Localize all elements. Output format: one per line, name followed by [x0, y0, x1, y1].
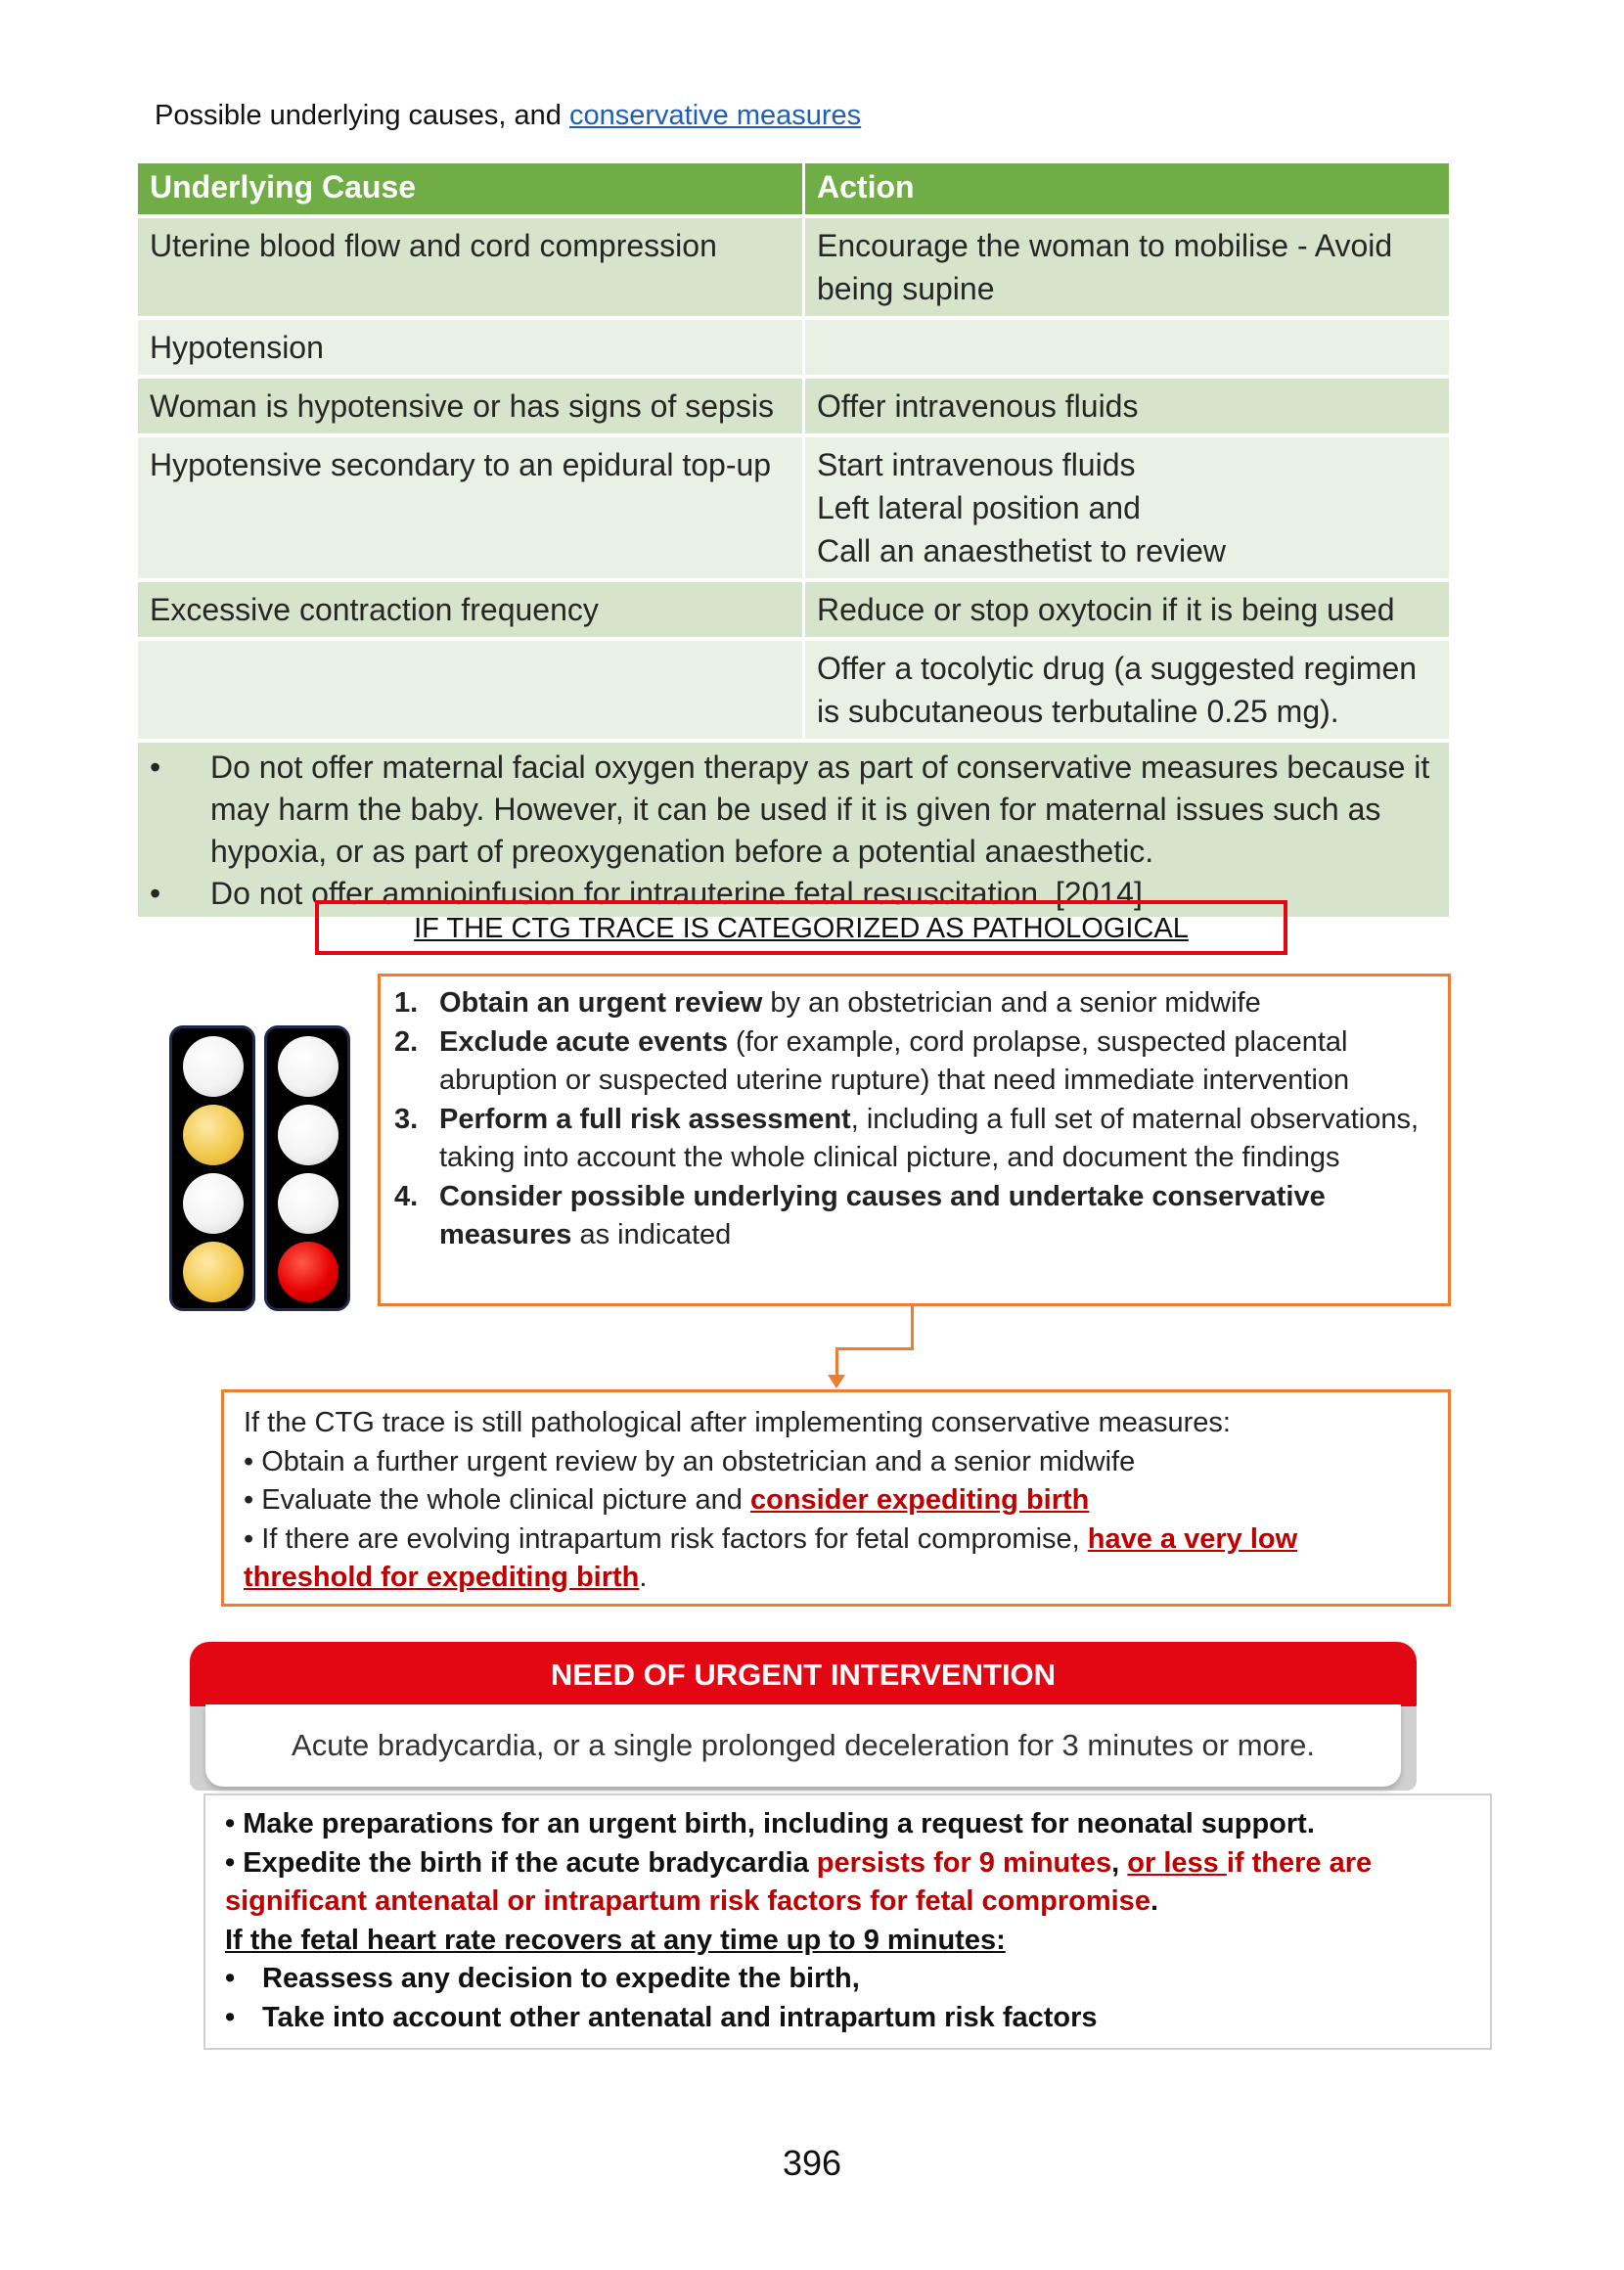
action-cell: Offer intravenous fluids	[805, 379, 1449, 433]
urgent-recovery-heading: If the fetal heart rate recovers at any time up to 9 minutes:	[225, 1924, 1006, 1956]
still-bullet: • Obtain a further urgent review by an obstetrician and a senior midwife	[244, 1445, 1136, 1477]
step-item: 1. Obtain an urgent review by an obstetrician and a senior midwife	[394, 987, 1261, 1019]
amber-light-icon	[183, 1105, 244, 1165]
note-item: • Do not offer maternal facial oxygen therapy as part of conservative measures because it may harm the baby. However, it can be used if it is given for maternal issues such as hypoxia, or as part of preoxygenation before a potential anaesthetic.	[150, 747, 1437, 873]
note-item: • Do not offer amnioinfusion for intrauterine fetal resuscitation. [2014]	[150, 873, 1437, 915]
white-light-icon	[183, 1173, 244, 1234]
steps-list	[394, 984, 1434, 1255]
table-row	[138, 379, 1449, 433]
urgent-bullet: • Reassess any decision to expedite the birth,	[225, 1960, 1470, 1999]
cause-cell: Uterine blood flow and cord compression	[138, 218, 802, 316]
white-light-icon	[278, 1105, 338, 1165]
step-item: 4. Consider possible underlying causes and undertake conservative measures as indicated	[394, 1180, 1326, 1250]
action-cell: Reduce or stop oxytocin if it is being used	[805, 582, 1449, 637]
table-row	[138, 641, 1449, 739]
step-item: 2. Exclude acute events (for example, cord prolapse, suspected placental abruption or suspected uterine rupture) that need immediate intervention	[394, 1025, 1350, 1096]
white-light-icon	[183, 1036, 244, 1097]
action-cell: Offer a tocolytic drug (a suggested regimen is subcutaneous terbutaline 0.25 mg).	[805, 641, 1449, 739]
intro-line	[155, 100, 861, 132]
notes-row	[138, 743, 1449, 917]
arrow-down-icon	[828, 1375, 845, 1388]
low-threshold-link[interactable]: have a very low threshold for expediting birth	[244, 1522, 1298, 1593]
white-light-icon	[278, 1036, 338, 1097]
still-intro: If the CTG trace is still pathological after implementing conservative measures:	[244, 1407, 1231, 1438]
causes-table	[135, 159, 1452, 921]
cause-cell: Excessive contraction frequency	[138, 582, 802, 637]
header-underlying-cause: Underlying Cause	[138, 163, 802, 214]
notes-cell	[138, 743, 1449, 917]
table-row	[138, 582, 1449, 637]
step-item: 3. Perform a full risk assessment, including a full set of maternal observations, taking into account the whole clinical picture, and document the findings	[394, 1103, 1420, 1173]
connector-line	[911, 1306, 914, 1350]
header-action: Action	[805, 163, 1449, 214]
page-number: 396	[782, 2143, 842, 2183]
action-cell: Encourage the woman to mobilise - Avoid being supine	[805, 218, 1449, 316]
still-bullet: • If there are evolving intrapartum risk factors for fetal compromise, have a very low threshold for expediting birth.	[244, 1522, 1298, 1593]
urgent-subtitle: Acute bradycardia, or a single prolonged deceleration for 3 minutes or more.	[205, 1704, 1401, 1787]
table-header-row	[138, 163, 1449, 214]
still-bullet: • Evaluate the whole clinical picture and consider expediting birth	[244, 1484, 1090, 1516]
urgent-line: • Make preparations for an urgent birth, including a request for neonatal support.	[225, 1808, 1315, 1839]
traffic-light-left	[169, 1025, 255, 1311]
cause-cell: Hypotension	[138, 320, 802, 375]
urgent-body-box	[203, 1793, 1492, 2050]
red-light-icon	[278, 1242, 338, 1302]
white-light-icon	[278, 1173, 338, 1234]
intro-text: Possible underlying causes, and	[155, 100, 569, 131]
cause-cell: Hypotensive secondary to an epidural top-up	[138, 437, 802, 578]
urgent-banner: NEED OF URGENT INTERVENTION	[190, 1642, 1417, 1708]
table-row	[138, 437, 1449, 578]
urgent-line: • Expedite the birth if the acute bradycardia persists for 9 minutes, or less if there are significant antenatal or intrapartum risk factors for fetal compromise.	[225, 1846, 1373, 1917]
table-row	[138, 320, 1449, 375]
still-pathological-box	[221, 1389, 1451, 1607]
pathological-steps-box	[378, 974, 1451, 1306]
urgent-bullet: • Take into account other antenatal and intrapartum risk factors	[225, 1999, 1470, 2038]
connector-line	[835, 1347, 914, 1350]
action-cell	[805, 320, 1449, 375]
cause-cell	[138, 641, 802, 739]
conservative-measures-link[interactable]: conservative measures	[568, 100, 862, 131]
consider-expediting-link[interactable]: consider expediting birth	[749, 1484, 1090, 1516]
amber-light-icon	[183, 1242, 244, 1302]
traffic-light-right	[264, 1025, 350, 1311]
action-cell: Start intravenous fluids Left lateral position and Call an anaesthetist to review	[805, 437, 1449, 578]
connector-line	[835, 1347, 838, 1377]
notes-list	[150, 747, 1437, 915]
pathological-heading: IF THE CTG TRACE IS CATEGORIZED AS PATHOLOGICAL	[315, 900, 1287, 955]
table-row	[138, 218, 1449, 316]
cause-cell: Woman is hypotensive or has signs of sepsis	[138, 379, 802, 433]
